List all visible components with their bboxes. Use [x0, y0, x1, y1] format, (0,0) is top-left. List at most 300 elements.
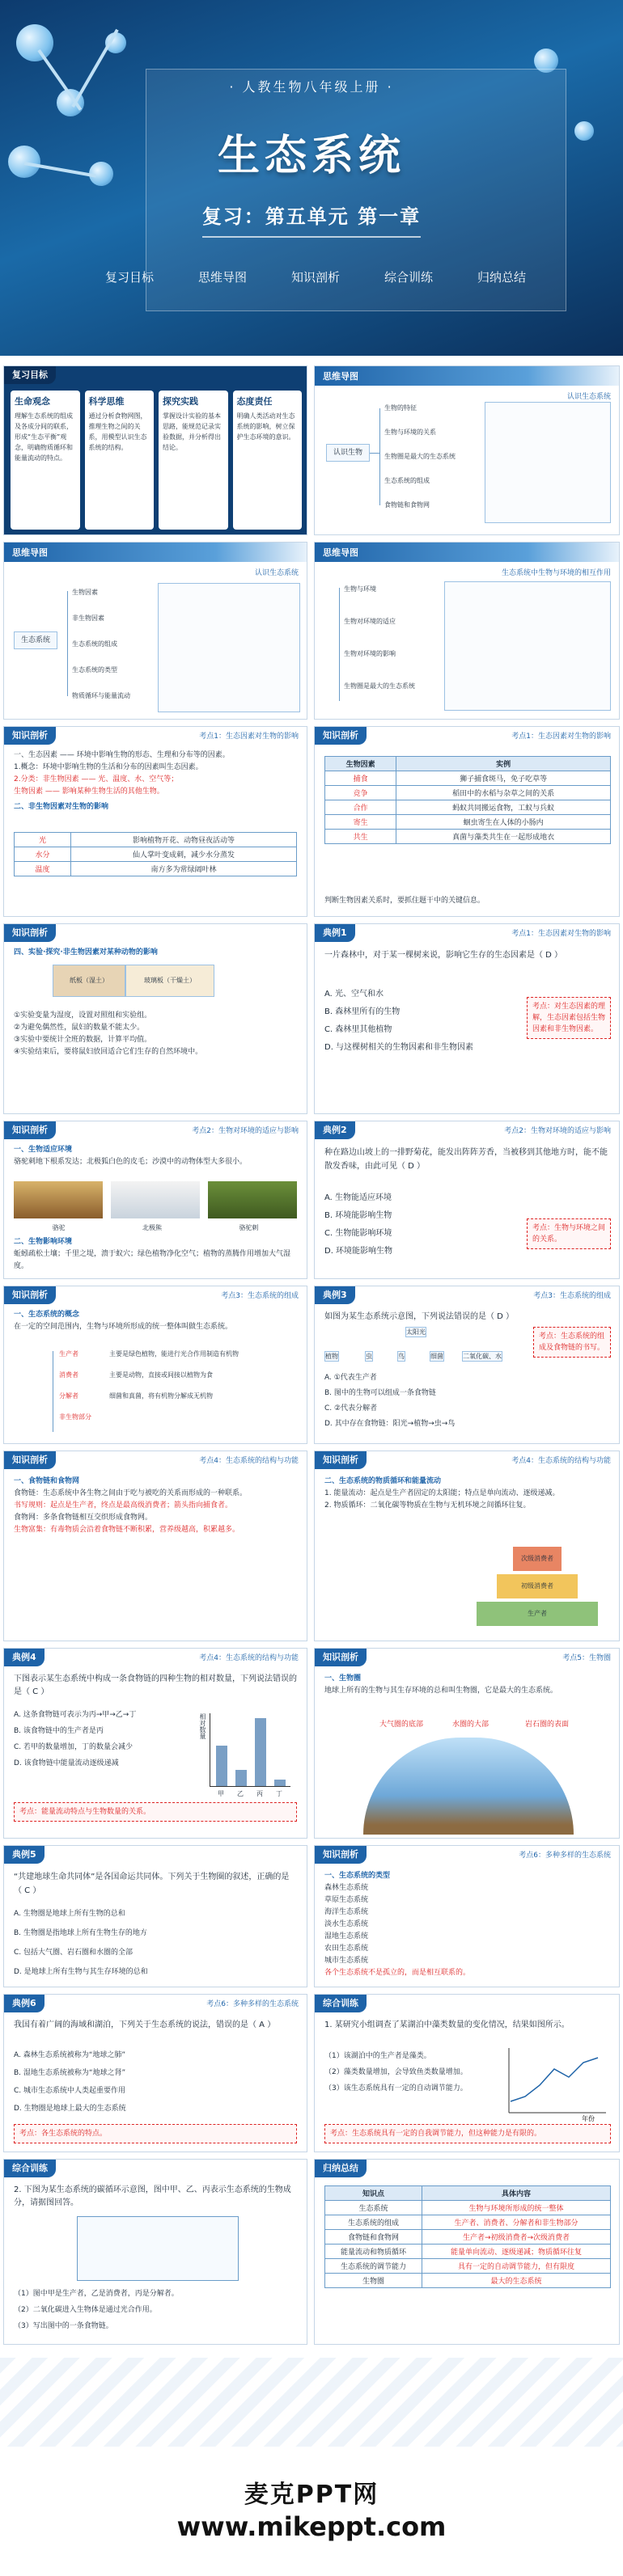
note-box: 考点：各生态系统的特点。 — [14, 2124, 297, 2143]
map-branch: 生态系统的类型 — [72, 666, 117, 674]
goal-title: 态度责任 — [236, 396, 273, 407]
table-cell: 南方多为常绿阔叶林 — [71, 862, 297, 876]
summary-slide — [314, 2159, 620, 2345]
options — [324, 1370, 609, 1432]
option[interactable]: B. 湿地生态系统被称为“地球之肾” — [14, 2069, 126, 2077]
table-header — [325, 2186, 611, 2201]
option[interactable]: A. 森林生态系统被称为“地球之肺” — [14, 2051, 126, 2059]
option[interactable]: C. 包括大气圈、岩石圈和水圈的全部 — [14, 1949, 134, 1957]
question-stem: 2. 下图为某生态系统的碳循环示意图，图中甲、乙、丙表示生态系统的生物成分，请据图回答。 — [14, 2185, 291, 2207]
table-row — [325, 2259, 611, 2274]
table-row — [325, 815, 611, 830]
text-line: 一、生态因素 —— 环境中影响生物的形态、生理和分布等的因素。 — [14, 751, 230, 759]
practice1-slide — [314, 1994, 620, 2152]
table-cell: 竞争 — [325, 786, 396, 800]
table-cell: 合作 — [325, 800, 396, 815]
content — [324, 1476, 609, 1512]
part-label: 消费者 — [59, 1371, 78, 1379]
slide-bar: 综合训练 — [315, 1995, 367, 2012]
slide-corner: 考点4：生态系统的结构与功能 — [199, 1654, 299, 1662]
text-line: 生物因素 —— 影响某种生物生活的其他生物。 — [14, 788, 164, 796]
bond-line — [71, 29, 118, 108]
practice2-slide — [3, 2159, 307, 2345]
detail-box — [485, 402, 611, 523]
option[interactable]: C. 森林里其他植物 — [324, 1025, 392, 1034]
caption: 骆驼刺 — [239, 1224, 259, 1231]
text-line: 地球上所有的生物与其生存环境的总和叫生物圈，它是最大的生态系统。 — [324, 1687, 558, 1695]
map-branch: 生态系统的组成 — [72, 640, 117, 648]
options — [324, 2048, 490, 2097]
detail-box — [158, 583, 300, 712]
question-stem: 如图为某生态系统示意图，下列说法错误的是（ D ） — [324, 1312, 515, 1321]
table-cell: 生态系统 — [325, 2201, 422, 2215]
slide-bar: 典例5 — [4, 1846, 44, 1864]
table-head-cell: 知识点 — [325, 2186, 422, 2201]
energy-pyramid — [477, 1540, 598, 1629]
part-label: 非生物部分 — [59, 1413, 91, 1421]
tick-label: 乙 — [237, 1790, 244, 1797]
nav-item[interactable]: 综合训练 — [384, 270, 433, 285]
question-stem: 下图表示某生态系统中构成一条食物链的四种生物的相对数量，下列说法错误的是（ C ） — [14, 1674, 297, 1696]
text-line: 在一定的空间范围内，生物与环境所形成的统一整体叫做生态系统。 — [14, 1323, 233, 1331]
table-cell: 捕食 — [325, 771, 396, 786]
option[interactable]: B. 环境能影响生物 — [324, 1211, 392, 1220]
table-cell: 生态系统的组成 — [325, 2215, 422, 2230]
table-cell: 食物链和食物网 — [325, 2230, 422, 2244]
connector — [339, 588, 340, 701]
slide-corner: 考点6：多种多样的生态系统 — [519, 1852, 611, 1860]
knowledge2-slide — [314, 726, 620, 917]
tick-label: 甲 — [218, 1790, 224, 1797]
text-line: 2. 物质循环：二氧化碳等物质在生物与无机环境之间循环往复。 — [324, 1501, 531, 1510]
slide-bar: 知识剖析 — [315, 1649, 367, 1666]
table-cell: 生产者、消费者、分解者和非生物部分 — [422, 2215, 611, 2230]
decor-strip — [0, 2358, 623, 2447]
diagram-node: 虫 — [366, 1353, 372, 1360]
slide-bar — [315, 366, 619, 386]
knowledge5-slide — [3, 1286, 307, 1444]
slide-bar: 知识剖析 — [4, 1121, 56, 1139]
option[interactable]: A. 生物圈是地球上所有生物的总和 — [14, 1910, 125, 1918]
tick-label: 丙 — [256, 1790, 263, 1797]
option[interactable]: （2）藻类数量增加，会导致鱼类数量增加。 — [324, 2068, 468, 2076]
slide-corner: 考点4：生态系统的结构与功能 — [199, 1457, 299, 1465]
layer-label: 水圈的大部 — [452, 1721, 490, 1729]
bar — [216, 1746, 227, 1786]
option[interactable]: （1）该湖泊中的生产者是藻类。 — [324, 2052, 431, 2060]
map-root: 生态系统 — [14, 631, 57, 649]
option[interactable]: B. 该食物链中的生产者是丙 — [14, 1727, 104, 1735]
slide-corner: 考点1：生态因素对生物的影响 — [199, 733, 299, 741]
caption: 北极熊 — [142, 1224, 162, 1231]
goal-card — [159, 391, 228, 530]
content — [14, 1144, 297, 1168]
note-box: 考点：生态系统的组成及食物链的书写。 — [533, 1327, 611, 1358]
goals-slide — [3, 365, 307, 535]
mindmap1-slide — [314, 365, 620, 535]
line-chart — [501, 2045, 611, 2122]
table-cell: 温度 — [15, 862, 71, 876]
cover-nav — [105, 268, 526, 285]
option[interactable]: B. 森林里所有的生物 — [324, 1007, 400, 1016]
slide-bar: 知识剖析 — [4, 1286, 56, 1304]
option[interactable]: A. 生物能适应环境 — [324, 1193, 392, 1202]
question-stem: 我国有着广阔的海域和湖泊，下列关于生态系统的说法，错误的是（ A ） — [14, 2021, 276, 2029]
table-row — [325, 786, 611, 800]
option[interactable]: D. 其中存在食物链：阳光→植物→虫→鸟 — [324, 1420, 456, 1428]
table-head-cell: 实例 — [396, 757, 611, 771]
sub-heading: 二、生态系统的物质循环和能量流动 — [324, 1477, 442, 1485]
wet-area: 纸板（湿土） — [53, 965, 125, 997]
option[interactable]: A. ①代表生产者 — [324, 1374, 377, 1382]
table-row — [325, 830, 611, 844]
options — [14, 1707, 185, 1772]
pyramid-level: 生产者 — [477, 1602, 598, 1626]
diagram-node: 细菌 — [430, 1353, 443, 1360]
slide-bar: 典例3 — [315, 1286, 355, 1304]
table-cell: 蚂蚁共同搬运食物，工蚁与兵蚁 — [396, 800, 611, 815]
option[interactable]: B. 生物圈是指地球上所有生物生存的地方 — [14, 1929, 147, 1937]
diagram-node: 二氧化碳、水 — [463, 1353, 502, 1360]
note-line: ②为避免偶然性，鼠妇的数量不能太少。 — [14, 1024, 145, 1032]
table-header — [325, 757, 611, 771]
knowledge7-slide — [314, 1451, 620, 1641]
option[interactable]: D. 环境能影响生物 — [324, 1247, 393, 1256]
example2-slide — [314, 1121, 620, 1279]
slide-bar: 典例2 — [315, 1121, 355, 1139]
cycle-diagram — [77, 2216, 239, 2281]
map-branch: 生物与环境 — [344, 585, 376, 593]
map-branch: 物质循环与能量流动 — [72, 692, 130, 699]
content — [324, 1673, 609, 1697]
diagram-node: 植物 — [325, 1353, 338, 1360]
note-box: 考点：生态系统具有一定的自我调节能力，但这种能力是有限的。 — [324, 2124, 611, 2143]
slide-bar: 典例1 — [315, 924, 355, 942]
question-stem: 种在路边山坡上的一排野菊花，能发出阵阵芳香，当被移到其他地方时，能不能散发香味，由此可见（ D ） — [324, 1148, 608, 1171]
table-cell: 生产者→初级消费者→次级消费者 — [422, 2230, 611, 2244]
factor-table — [14, 832, 297, 876]
slide-corner: 认识生态系统 — [254, 569, 299, 577]
sub-heading: 二、非生物因素对生物的影响 — [14, 803, 109, 811]
slide-bar: 知识剖析 — [315, 1451, 367, 1469]
connector — [67, 591, 68, 696]
option[interactable]: C. 生物能影响环境 — [324, 1229, 392, 1238]
knowledge3-slide — [3, 923, 307, 1114]
table-cell: 影响植物开花、动物昼夜活动等 — [71, 833, 297, 847]
option[interactable]: D. 该食物链中能量流动逐级递减 — [14, 1759, 119, 1767]
option[interactable]: C. ②代表分解者 — [324, 1404, 378, 1413]
bar-chart — [198, 1713, 295, 1802]
nav-item[interactable]: 复习目标 — [105, 270, 155, 285]
table-cell: 生态系统的调节能力 — [325, 2259, 422, 2274]
knowledge9-slide — [314, 1845, 620, 1987]
slide-bar: 知识剖析 — [4, 727, 56, 745]
map-branch: 生物对环境的适应 — [344, 618, 396, 625]
goal-text: 理解生态系统的组成及各成分间的联系，形成“生态平衡”观念，明确物质循环和能量流动的特点。 — [15, 412, 73, 462]
slide-corner: 考点3：生态系统的组成 — [221, 1292, 299, 1300]
diagram-node: 太阳光 — [406, 1328, 426, 1336]
caption: 骆驼 — [52, 1224, 66, 1231]
text-line: 书写规则：起点是生产者，终点是最高级消费者；箭头指向捕食者。 — [14, 1501, 233, 1510]
bar — [235, 1770, 247, 1786]
part-desc: 主要是动物，直接或间接以植物为食 — [109, 1371, 213, 1379]
slide-corner: 考点2：生物对环境的适应与影响 — [504, 1127, 611, 1135]
slide-corner: 考点1：生态因素对生物的影响 — [511, 930, 611, 938]
table-cell: 水分 — [15, 847, 71, 862]
option[interactable]: C. 城市生态系统中人类起重要作用 — [14, 2087, 126, 2095]
type-item: 草原生态系统 — [324, 1896, 369, 1904]
text-line: 2.分类：非生物因素 —— 光、温度、水、空气等； — [14, 775, 179, 783]
table-cell: 狮子捕食斑马，免子吃草等 — [396, 771, 611, 786]
content — [14, 1476, 297, 1536]
part-label: 生产者 — [59, 1350, 78, 1358]
option[interactable]: C. 若甲的数量增加，丁的数量会减少 — [14, 1743, 134, 1751]
knowledge6-slide — [3, 1451, 307, 1641]
biosphere-illustration — [363, 1738, 574, 1835]
slide-bar-label: 思维导图 — [323, 371, 358, 382]
cover-slide — [0, 0, 623, 356]
table-cell: 共生 — [325, 830, 396, 844]
tip-text: 各个生态系统不是孤立的，而是相互联系的。 — [324, 1969, 471, 1977]
layer-label: 岩石圈的表面 — [525, 1721, 570, 1729]
map-branch: 生物的特征 — [384, 404, 417, 412]
goal-card — [11, 391, 80, 530]
type-item: 淡水生态系统 — [324, 1920, 369, 1928]
footer-url[interactable]: www.mikeppt.com — [176, 2511, 447, 2542]
text-line: 1.概念：环境中影响生物的生活和分布的因素叫生态因素。 — [14, 763, 203, 771]
slide-bar: 知识剖析 — [315, 1846, 367, 1864]
dry-area: 玻璃板（干燥土） — [125, 965, 214, 997]
note-box: 考点：能量流动特点与生物数量的关系。 — [14, 1802, 297, 1822]
option[interactable]: （3）写出图中的一条食物链。 — [14, 2322, 113, 2330]
tick-label: 丁 — [276, 1790, 282, 1797]
axis-label: 年份 — [582, 2115, 595, 2122]
content — [14, 750, 297, 813]
example3-slide — [314, 1286, 620, 1444]
note-box: 考点：对生态因素的理解，生态因素包括生物因素和非生物因素。 — [527, 997, 611, 1039]
ecosystem-diagram — [324, 1327, 519, 1367]
slide-corner: 考点6：多种多样的生态系统 — [206, 2000, 299, 2008]
slide-bar-label: 思维导图 — [323, 547, 358, 558]
table-cell: 仙人掌叶变成刺，减少水分蒸发 — [71, 847, 297, 862]
nav-item[interactable]: 思维导图 — [197, 270, 247, 285]
plant-image — [208, 1181, 297, 1218]
series-line — [511, 2058, 598, 2101]
slide-bar: 典例6 — [4, 1995, 44, 2012]
relation-table — [324, 756, 611, 844]
goal-title: 生命观念 — [15, 396, 50, 407]
slide-bar: 知识剖析 — [4, 924, 56, 942]
table-row — [15, 862, 297, 876]
sub-heading: 一、食物链和食物网 — [14, 1477, 80, 1485]
option[interactable]: D. 是地球上所有生物与其生存环境的总和 — [14, 1968, 148, 1976]
goal-card — [233, 391, 303, 530]
text-line: 1. 能量流动：起点是生产者固定的太阳能；特点是单向流动、逐级递减。 — [324, 1489, 560, 1497]
option[interactable]: （1）图中甲是生产者，乙是消费者，丙是分解者。 — [14, 2290, 179, 2298]
polar-bear-image — [111, 1181, 200, 1218]
sub-heading: 一、生物圈 — [324, 1674, 362, 1683]
diagram-node: 鸟 — [398, 1353, 405, 1360]
map-branch: 生物圈是最大的生态系统 — [384, 453, 456, 460]
map-branch: 生物与环境的关系 — [384, 429, 436, 436]
layer-label: 大气圈的底部 — [379, 1721, 424, 1729]
option[interactable]: A. 这条食物链可表示为丙→甲→乙→丁 — [14, 1711, 137, 1719]
table-row — [325, 771, 611, 786]
knowledge1-slide — [3, 726, 307, 917]
table-cell: 能量单向流动、逐级递减；物质循环往复 — [422, 2244, 611, 2259]
sub-heading: 一、生态系统的概念 — [14, 1311, 80, 1319]
text-line: 食物链：生态系统中各生物之间由于吃与被吃的关系而形成的一种联系。 — [14, 1489, 248, 1497]
type-item: 海洋生态系统 — [324, 1908, 369, 1916]
table-row — [15, 847, 297, 862]
map-branch: 生态系统的组成 — [384, 477, 430, 484]
slide-corner: 生态系统中生物与环境的相互作用 — [501, 569, 611, 577]
map-root: 认识生物 — [326, 444, 370, 462]
question-stem: 1. 某研究小组调查了某湖泊中藻类数量的变化情况，结果如图所示。 — [324, 2021, 570, 2029]
example1-slide — [314, 923, 620, 1114]
sub-heading: 二、生物影响环境 — [14, 1238, 73, 1246]
note-line: ④实验结束后，要将鼠妇放回适合它们生存的自然环境中。 — [14, 1048, 203, 1056]
slide-corner: 考点2：生物对环境的适应与影响 — [192, 1127, 299, 1135]
table-cell: 具有一定的自动调节能力，但有限度 — [422, 2259, 611, 2274]
cover-title: 生态系统 — [217, 132, 405, 180]
slide-bar — [4, 543, 307, 562]
map-branch: 食物链和食物网 — [384, 501, 430, 509]
slide-corner: 考点1：生态因素对生物的影响 — [511, 733, 611, 741]
slide-bar: 复习目标 — [4, 366, 56, 384]
table-row — [325, 800, 611, 815]
table-cell: 真菌与藻类共生在一起形成地衣 — [396, 830, 611, 844]
nav-item[interactable]: 归纳总结 — [477, 270, 526, 285]
slide-corner: 考点3：生态系统的组成 — [533, 1292, 611, 1300]
camel-image — [14, 1181, 103, 1218]
bar — [255, 1718, 266, 1786]
connector — [379, 408, 380, 505]
goal-title: 探究实践 — [163, 396, 198, 407]
tip-text: 判断生物因素关系时，要抓住题干中的关键信息。 — [324, 897, 485, 905]
cover-chapter: 复习：第五单元 第一章 — [201, 205, 422, 228]
option[interactable]: D. 与这棵树相关的生物因素和非生物因素 — [324, 1043, 474, 1052]
goal-text: 掌握设计实验的基本思路，能规范记录实验数据，并分析得出结论。 — [163, 412, 221, 451]
options — [14, 1904, 297, 1982]
table-cell: 生物与环境所形成的统一整体 — [422, 2201, 611, 2215]
option[interactable]: A. 光、空气和水 — [324, 990, 384, 999]
question-stem: “共建地球生命共同体”是各国命运共同体。下列关于生物圈的叙述，正确的是（ C ） — [14, 1873, 290, 1895]
option[interactable]: （3）该生态系统具有一定的自动调节能力。 — [324, 2084, 468, 2092]
question-stem: 一片森林中，对于某一棵树来说，影响它生存的生态因素是（ D ） — [324, 951, 563, 960]
slide-corner: 认识生态系统 — [566, 393, 611, 401]
captions — [14, 1222, 297, 1234]
note-line: ③实验中要统计全班的数据，计算平均值。 — [14, 1036, 152, 1044]
bar — [274, 1780, 286, 1786]
option[interactable]: D. 生物圈是地球上最大的生态系统 — [14, 2105, 126, 2113]
table-cell: 最大的生态系统 — [422, 2274, 611, 2288]
content — [14, 1309, 297, 1333]
part-label: 分解者 — [59, 1392, 78, 1400]
map-branch: 生物圈是最大的生态系统 — [344, 682, 415, 690]
type-item: 城市生态系统 — [324, 1957, 369, 1965]
sub-heading: 四、实验·探究·非生物因素对某种动物的影响 — [14, 948, 158, 956]
mindmap2-slide — [3, 542, 307, 720]
example5-slide — [3, 1845, 307, 1987]
mindmap3-slide — [314, 542, 620, 720]
options — [14, 2046, 297, 2118]
text-line: 食物网：多条食物链相互交织形成食物网。 — [14, 1514, 153, 1522]
slide-bar: 知识剖析 — [4, 1451, 56, 1469]
text-line: 生物富集：有毒物质会沿着食物链不断积累，营养级越高，积累越多。 — [14, 1526, 240, 1534]
slide-bar: 典例4 — [4, 1649, 44, 1666]
type-item: 农田生态系统 — [324, 1945, 369, 1953]
sub-heading: 一、生态系统的类型 — [324, 1872, 391, 1880]
notes — [14, 1010, 297, 1058]
slide-bar: 综合训练 — [4, 2160, 56, 2177]
goal-cards — [11, 391, 302, 530]
molecule-icon — [16, 24, 53, 61]
table-cell: 寄生 — [325, 815, 396, 830]
note-line: ①实验变量为湿度，设置对照组和实验组。 — [14, 1011, 152, 1020]
table-row — [325, 2244, 611, 2259]
table-row — [325, 2274, 611, 2288]
example6-slide — [3, 1994, 307, 2152]
knowledge4-slide — [3, 1121, 307, 1279]
sub-heading: 一、生物适应环境 — [14, 1146, 73, 1154]
example4-slide — [3, 1648, 307, 1839]
content — [14, 1236, 297, 1273]
slide-bar: 归纳总结 — [315, 2160, 367, 2177]
footer-brand: 麦克PPT网 — [244, 2481, 379, 2509]
slide-corner: 考点5：生物圈 — [562, 1654, 611, 1662]
slide-bar — [315, 543, 619, 562]
detail-box — [444, 581, 611, 711]
axis-label: 相对数量 — [199, 1713, 206, 1739]
axis-line — [210, 1786, 290, 1787]
pyramid-level: 次级消费者 — [513, 1547, 562, 1571]
divider — [202, 236, 421, 238]
table-cell: 稻田中的水稻与杂草之间的关系 — [396, 786, 611, 800]
option[interactable]: B. 图中的生物可以组成一条食物链 — [324, 1389, 436, 1397]
map-branch: 生物因素 — [72, 589, 98, 596]
goal-text: 明确人类活动对生态系统的影响，树立保护生态环境的意识。 — [236, 412, 295, 441]
table-cell: 光 — [15, 833, 71, 847]
cover-subtitle: · 人教生物八年级上册 · — [229, 79, 394, 95]
content — [324, 1870, 609, 1979]
table-head-cell: 具体内容 — [422, 2186, 611, 2201]
slide-corner: 考点4：生态系统的结构与功能 — [511, 1457, 611, 1465]
part-desc: 细菌和真菌，将有机物分解成无机物 — [109, 1392, 213, 1400]
table-cell: 生物圈 — [325, 2274, 422, 2288]
table-cell: 能量流动和物质循环 — [325, 2244, 422, 2259]
table-row — [325, 2230, 611, 2244]
options — [14, 2286, 297, 2334]
slide-bar-label: 思维导图 — [12, 547, 48, 558]
goal-card — [85, 391, 155, 530]
connector — [370, 453, 379, 454]
text-line: 骆驼刺地下根系发达；北极狐白色的皮毛；沙漠中的动物体型大多很小。 — [14, 1158, 248, 1166]
table-row — [325, 2201, 611, 2215]
note-box: 考点：生物与环境之间的关系。 — [527, 1218, 611, 1249]
type-item: 森林生态系统 — [324, 1884, 369, 1892]
type-item: 湿地生态系统 — [324, 1932, 369, 1940]
part-desc: 主要是绿色植物，能进行光合作用制造有机物 — [109, 1350, 239, 1358]
table-row — [15, 833, 297, 847]
option[interactable]: （2）二氧化碳进入生物体是通过光合作用。 — [14, 2306, 157, 2314]
slide-bar: 知识剖析 — [315, 727, 367, 745]
table-cell: 蛔虫寄生在人体的小肠内 — [396, 815, 611, 830]
text-line: 蚯蚓疏松土壤；千里之堤，溃于蚁穴；绿色植物净化空气；植物的蒸腾作用增加大气湿度。 — [14, 1250, 291, 1270]
summary-table — [324, 2185, 611, 2288]
map-branch: 生物对环境的影响 — [344, 650, 396, 657]
nav-item[interactable]: 知识剖析 — [290, 270, 340, 285]
